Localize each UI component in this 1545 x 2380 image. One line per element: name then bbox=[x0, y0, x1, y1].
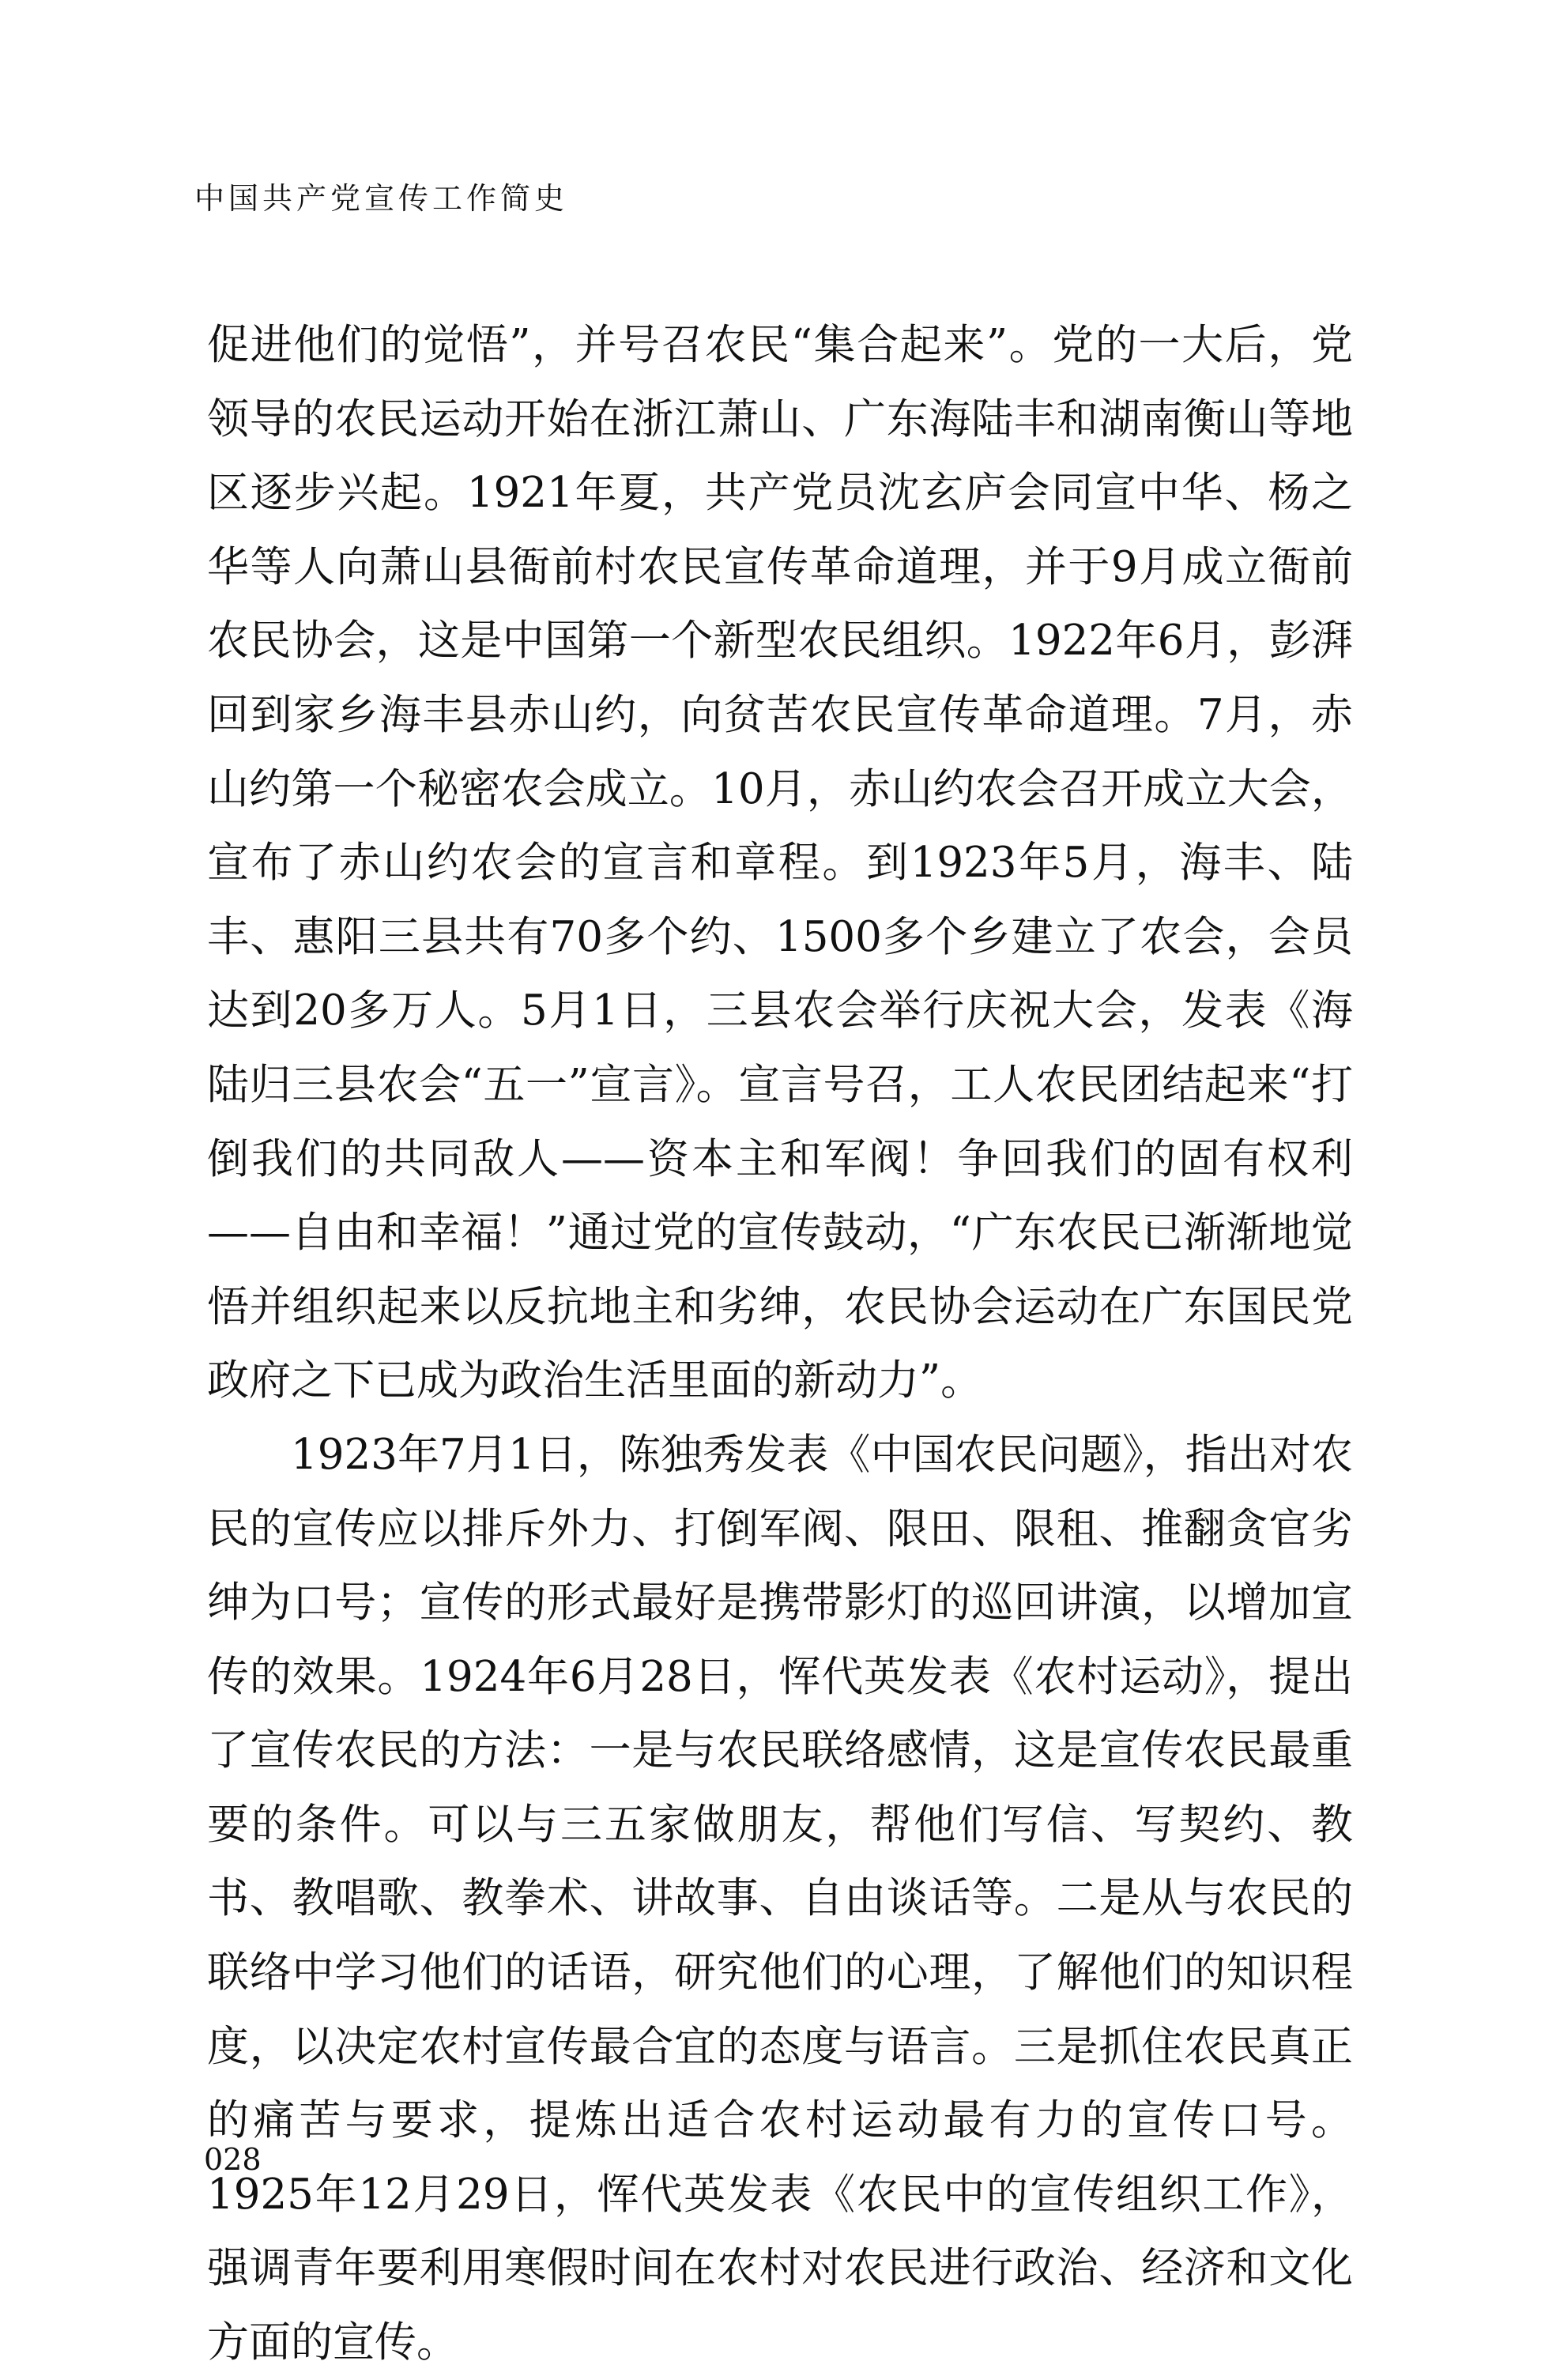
paragraph-2: 1923年7月1日，陈独秀发表《中国农民问题》，指出对农民的宣传应以排斥外力、打倒军阀、限田、限租、推翻贪官劣绅为口号；宣传的形式最好是携带影灯的巡回讲演，以增加宣传的效果。1924年6月28日，恽代英发表《农村运动》，提出了宣传农民的方法：一是与农民联络感情，这是宣传农民最重要的条件。可以与三五家做朋友，帮他们写信、写契约、教书、教唱歌、教拳术、讲故事、自由谈话等。二是从与农民的联络中学习他们的话语，研究他们的心理，了解他们的知识程度，以决定农村宣传最合宜的态度与语言。三是抓住农民真正的痛苦与要求，提炼出适合农村运动最有力的宣传口号。1925年12月29日，恽代英发表《农民中的宣传组织工作》，强调青年要利用寒假时间在农村对农民进行政治、经济和文化方面的宣传。 bbox=[207, 1430, 1353, 2367]
running-header-title: 中国共产党宣传工作简史 bbox=[194, 181, 569, 216]
page-number: 028 bbox=[204, 2142, 262, 2177]
paragraph-1: 促进他们的觉悟”，并号召农民“集合起来”。党的一大后，党领导的农民运动开始在浙江萧山、广东海陆丰和湖南衡山等地区逐步兴起。1921年夏，共产党员沈玄庐会同宣中华、杨之华等人向萧山县衙前村农民宣传革命道理，并于9月成立衙前农民协会，这是中国第一个新型农民组织。1922年6月，彭湃回到家乡海丰县赤山约，向贫苦农民宣传革命道理。7月，赤山约第一个秘密农会成立。10月，赤山约农会召开成立大会，宣布了赤山约农会的宣言和章程。到1923年5月，海丰、陆丰、惠阳三县共有70多个约、1500多个乡建立了农会，会员达到20多万人。5月1日，三县农会举行庆祝大会，发表《海陆归三县农会“五一”宣言》。宣言号召，工人农民团结起来“打倒我们的共同敌人——资本主和军阀！争回我们的固有权利——自由和幸福！”通过党的宣传鼓动，“广东农民已渐渐地觉悟并组织起来以反抗地主和劣绅，农民协会运动在广东国民党政府之下已成为政治生活里面的新动力”。 bbox=[207, 321, 1353, 1405]
body-text bbox=[207, 308, 1353, 2380]
